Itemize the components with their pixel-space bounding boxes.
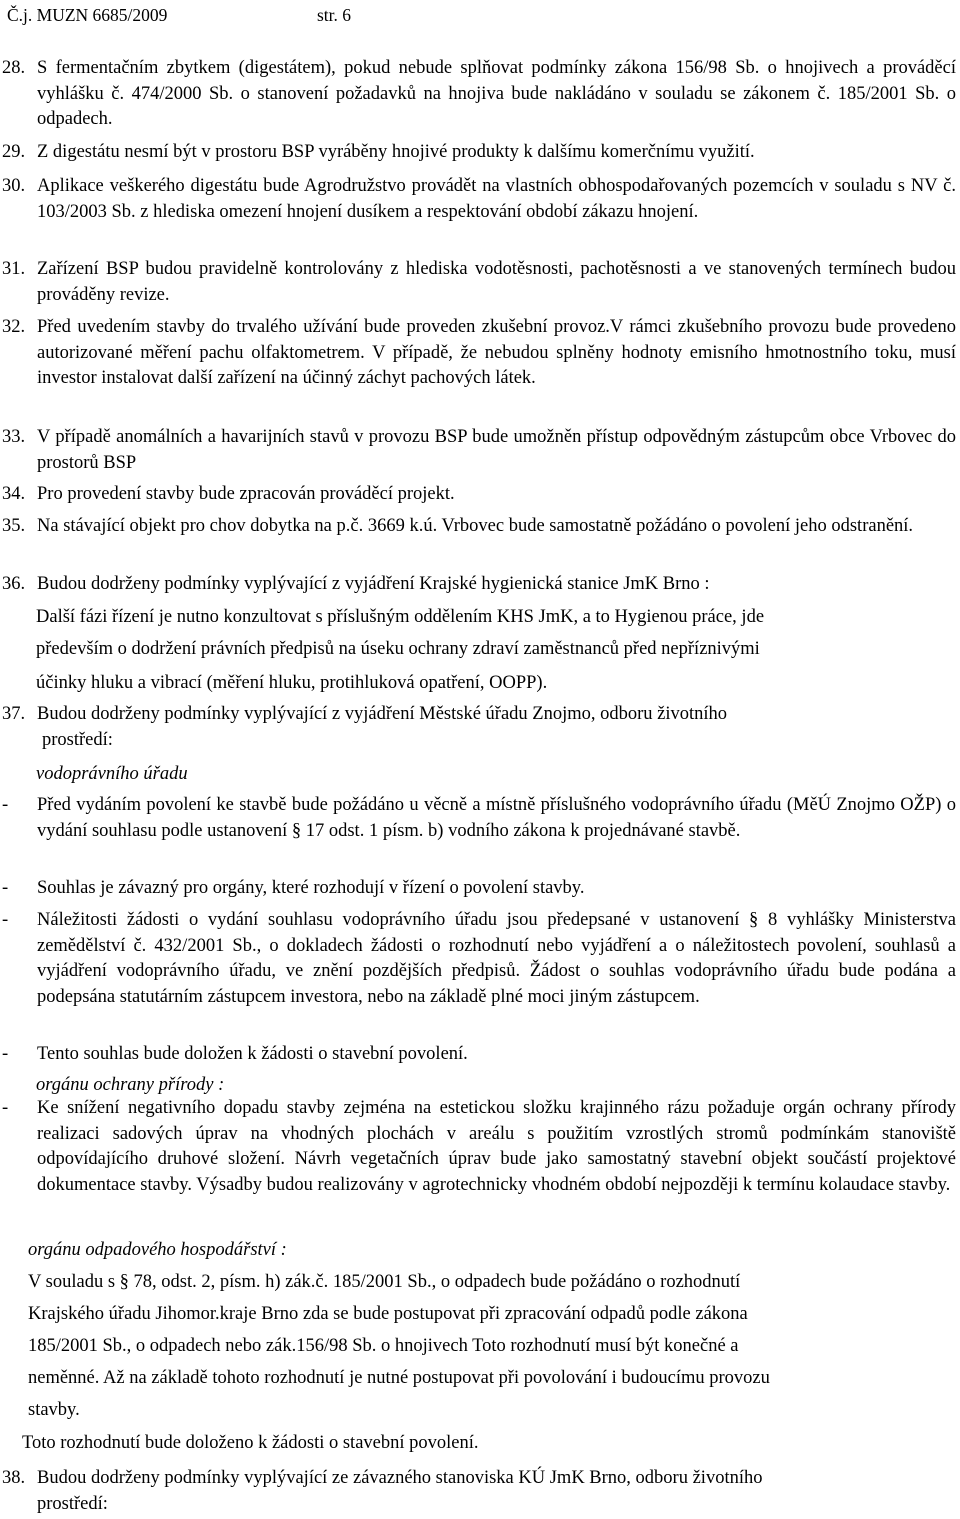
dash-bullet: - — [2, 1098, 9, 1118]
waste-line: neměnné. Až na základě tohoto rozhodnutí je nutné postupovat při povolování i budoucímu provozu — [28, 1368, 770, 1388]
item-number: 32. — [2, 317, 26, 337]
item-31 — [2, 257, 956, 308]
item-text: Pro provedení stavby bude zpracován prováděcí projekt. — [37, 484, 455, 504]
item-text: V případě anomálních a havarijních stavů v provozu BSP bude umožněn přístup odpovědným zástupcům obce Vrbovec do prostorů BSP — [37, 427, 956, 473]
bullet-text: Náležitosti žádosti o vydání souhlasu vodoprávního úřadu jsou předepsané v ustanovení § 8 vyhlášky Ministerstva zemědělství č. 432/2001 Sb., o dokladech žádosti o rozhodnutí nebo vyjádření a o náležitostech povolení, souhlasů a vyjádření vodoprávního úřadu, ve znění pozdějších předpisů. Žádost o souhlas vodoprávního úřadu bude podána a podepsána statutárním zástupcem investora, nebo na základě plné moci jiným zástupcem. — [37, 910, 956, 1007]
dash-bullet: - — [2, 878, 9, 898]
item-number: 38. — [2, 1468, 26, 1488]
item-number: 33. — [2, 427, 26, 447]
item-number: 37. — [2, 704, 26, 724]
item-number: 30. — [2, 176, 26, 196]
item-text: Před uvedením stavby do trvalého užívání bude proveden zkušební provoz.V rámci zkušebního provozu bude provedeno autorizované měření pachu olfaktometrem. V případě, že nebudou splněny hodnoty emisního hmotnostního toku, musí investor instalovat další zařízení na účinný záchyt pachových látek. — [37, 317, 956, 388]
item-text: Z digestátu nesmí být v prostoru BSP vyráběny hnojivé produkty k dalšímu komerčnímu využití. — [37, 142, 755, 162]
bullet-text: Tento souhlas bude doložen k žádosti o stavební povolení. — [37, 1044, 468, 1064]
bullet-text: Ke snížení negativního dopadu stavby zejména na estetickou složku krajinného rázu požaduje orgán ochrany přírody realizaci sadových úprav na vhodných plochách v areálu s použitím vzrostlých stromů podmínkám stanoviště odpovídajícího druhové složení. Návrh vegetačních úprav bude jako samostatný stavební objekt součástí projektové dokumentace stavby. Výsadby budou realizovány v agrotechnicky vhodném období nejpozději k termínu kolaudace stavby. — [37, 1098, 956, 1195]
item-text-continued: prostředí: — [42, 729, 113, 750]
item-text: Budou dodrženy podmínky vyplývající z vyjádření Městské úřadu Znojmo, odboru životního — [37, 704, 728, 724]
item-32 — [2, 315, 956, 392]
item-text: Budou dodrženy podmínky vyplývající z vyjádření Krajské hygienická stanice JmK Brno : — [37, 574, 710, 594]
khs-line: účinky hluku a vibrací (měření hluku, protihluková opatření, OOPP). — [36, 673, 548, 693]
nature-protection-heading: orgánu ochrany přírody : — [36, 1075, 225, 1095]
waste-line: V souladu s § 78, odst. 2, písm. h) zák.č. 185/2001 Sb., o odpadech bude požádáno o rozhodnutí — [28, 1272, 741, 1292]
khs-line: Další fázi řízení je nutno konzultovat s příslušným oddělením KHS JmK, a to Hygienou práce, jde — [36, 607, 765, 627]
item-text: Na stávající objekt pro chov dobytka na p.č. 3669 k.ú. Vrbovec bude samostatně požádáno o povolení jeho odstranění. — [37, 516, 914, 536]
bullet-text: Před vydáním povolení ke stavbě bude požádáno u věcně a místně příslušného vodoprávního úřadu (MěÚ Znojmo OŽP) o vydání souhlasu podle ustanovení § 17 odst. 1 písm. b) vodního zákona k projednávané stavbě. — [37, 795, 956, 841]
item-number: 36. — [2, 574, 26, 594]
water-bullet-2 — [2, 876, 956, 902]
item-34 — [2, 482, 956, 508]
item-number: 29. — [2, 142, 26, 162]
bullet-text: Souhlas je závazný pro orgány, které rozhodují v řízení o povolení stavby. — [37, 878, 585, 898]
dash-bullet: - — [2, 1044, 9, 1064]
water-authority-heading: vodoprávního úřadu — [36, 764, 188, 784]
dash-bullet: - — [2, 910, 9, 930]
item-text: Aplikace veškerého digestátu bude Agrodružstvo provádět na vlastních obhospodařovaných pozemcích v souladu s NV č. 103/2003 Sb. z hlediska omezení hnojení dusíkem a respektování období zákazu hnojení. — [37, 176, 956, 222]
water-bullet-4 — [2, 1042, 956, 1068]
item-number: 31. — [2, 259, 26, 279]
item-28 — [2, 56, 956, 133]
item-29 — [2, 140, 956, 166]
item-30 — [2, 174, 956, 225]
item-text: S fermentačním zbytkem (digestátem), pokud nebude splňovat podmínky zákona 156/98 Sb. o hnojivech a prováděcí vyhlášku č. 474/2000 Sb. o stanovení požadavků na hnojiva bude nakládáno v souladu se zákonem č. 185/2001 Sb. o odpadech. — [37, 58, 956, 129]
water-bullet-3 — [2, 908, 956, 1010]
page-header — [7, 4, 352, 26]
waste-closing: Toto rozhodnutí bude doloženo k žádosti o stavební povolení. — [22, 1433, 479, 1453]
waste-line: Krajského úřadu Jihomor.kraje Brno zda se bude postupovat při zpracování odpadů podle zákona — [28, 1304, 748, 1324]
item-text: Zařízení BSP budou pravidelně kontrolovány z hlediska vodotěsnosti, pachotěsnosti a ve stanovených termínech budou prováděny revize. — [37, 259, 956, 305]
dash-bullet: - — [2, 795, 9, 815]
item-37 — [2, 702, 956, 753]
water-bullet-1 — [2, 793, 956, 844]
item-36 — [2, 572, 956, 598]
page-number: str. 6 — [317, 5, 352, 25]
nature-bullet — [2, 1096, 956, 1198]
file-reference: Č.j. MUZN 6685/2009 — [7, 5, 168, 25]
waste-line: stavby. — [28, 1400, 80, 1420]
khs-line: především o dodržení právních předpisů na úseku ochrany zdraví zaměstnanců před nepříznivými — [36, 639, 760, 659]
item-number: 34. — [2, 484, 26, 504]
item-number: 35. — [2, 516, 26, 536]
item-35 — [2, 514, 956, 540]
item-number: 28. — [2, 58, 26, 78]
item-38 — [2, 1466, 956, 1517]
waste-line: 185/2001 Sb., o odpadech nebo zák.156/98 Sb. o hnojivech Toto rozhodnutí musí být konečné a — [28, 1336, 739, 1356]
waste-management-heading: orgánu odpadového hospodářství : — [28, 1240, 287, 1260]
item-33 — [2, 425, 956, 476]
item-text-continued: prostředí: — [37, 1493, 108, 1514]
item-text: Budou dodrženy podmínky vyplývající ze závazného stanoviska KÚ JmK Brno, odboru životního — [37, 1468, 763, 1488]
